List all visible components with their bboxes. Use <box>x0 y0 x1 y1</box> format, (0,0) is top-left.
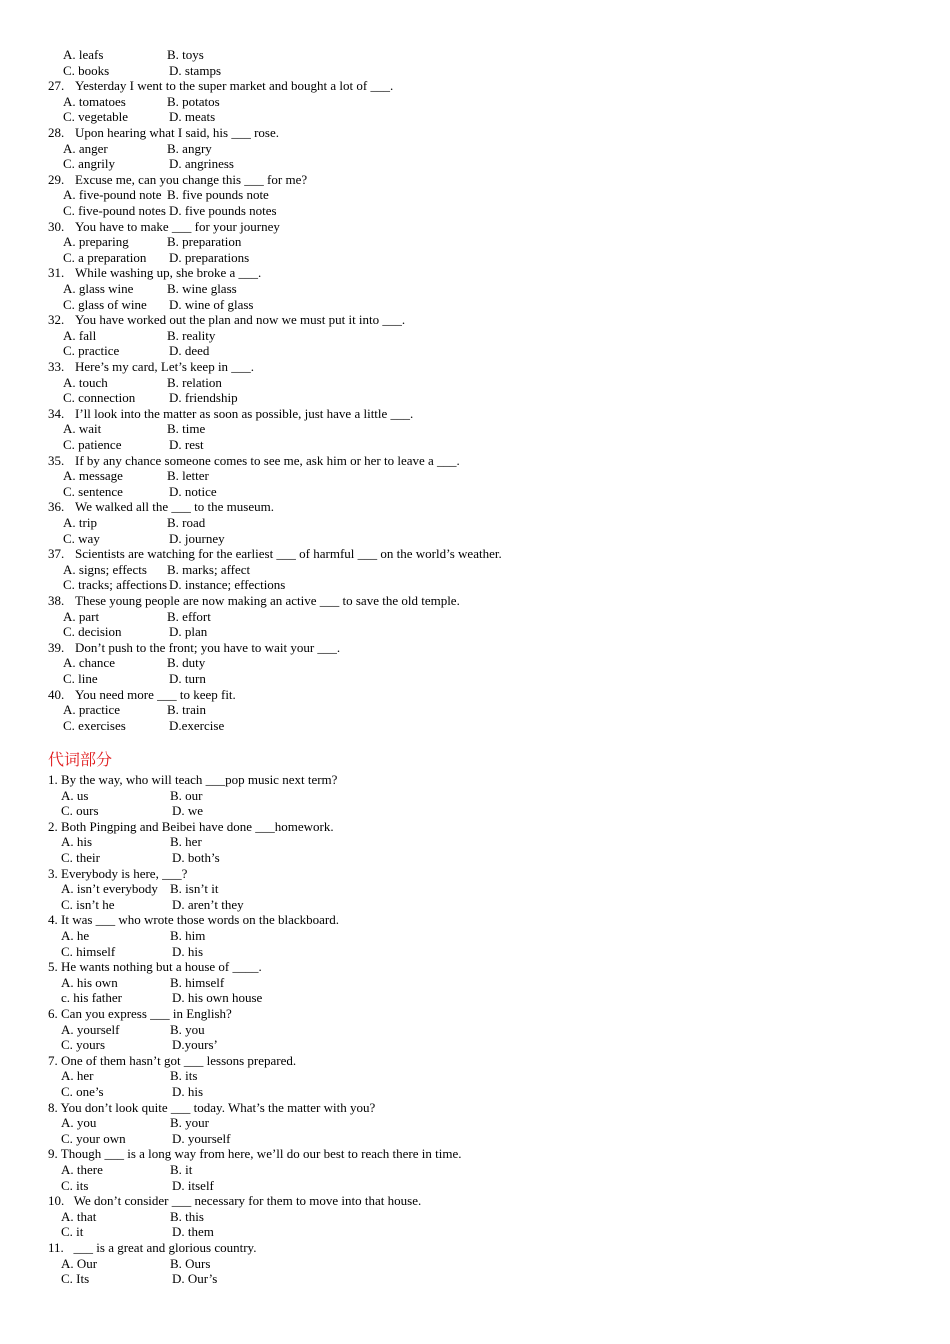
option-c: C. isn’t he <box>61 896 115 912</box>
option-d: D. itself <box>172 1177 214 1193</box>
question-number: 37. <box>48 546 65 562</box>
option-b: B. relation <box>167 374 222 390</box>
question-number: 30. <box>48 218 65 234</box>
option-b: B. duty <box>167 655 206 671</box>
option-d: D. angriness <box>169 156 234 172</box>
question-text: Yesterday I went to the super market and bought a lot of ___. <box>75 78 394 94</box>
option-d: D. them <box>172 1224 214 1240</box>
option-a: A. signs; effects <box>63 561 147 577</box>
question-text: You have to make ___ for your journey <box>75 218 280 234</box>
option-c: C. its <box>61 1177 89 1193</box>
option-c: C. practice <box>63 343 120 359</box>
option-c: C. angrily <box>63 156 115 172</box>
question-text: 11. ___ is a great and glorious country. <box>48 1240 257 1255</box>
question-text: Excuse me, can you change this ___ for me? <box>75 171 308 187</box>
option-c: C. it <box>61 1224 84 1240</box>
question-number: 31. <box>48 265 65 281</box>
option-a: A. anger <box>63 140 108 156</box>
option-b: B. marks; affect <box>167 561 251 577</box>
option-c: C. way <box>63 530 100 546</box>
question-number: 33. <box>48 359 65 374</box>
option-c: C. ours <box>61 803 99 819</box>
option-d: D. his <box>172 943 204 959</box>
section-title-pronouns: 代词部分 <box>48 750 113 769</box>
question-text: 4. It was ___ who wrote those words on the blackboard. <box>48 912 339 928</box>
option-d: D. journey <box>169 530 225 546</box>
option-b: B. angry <box>167 140 212 156</box>
question-text: Upon hearing what I said, his ___ rose. <box>75 125 279 140</box>
question-text: While washing up, she broke a ___. <box>75 265 262 281</box>
option-c: C. connection <box>63 390 136 406</box>
option-a: A. her <box>61 1068 94 1084</box>
option-b: B. this <box>170 1208 204 1224</box>
option-d: D. rest <box>169 437 204 452</box>
option-b: B. isn’t it <box>170 881 219 897</box>
option-c: C. vegetable <box>63 109 128 125</box>
question-number: 29. <box>48 171 65 187</box>
question-number: 39. <box>48 639 65 655</box>
option-d: D.exercise <box>169 717 225 733</box>
option-b: B. preparation <box>167 234 242 250</box>
option-d: D. his <box>172 1084 204 1099</box>
option-a: A. he <box>61 928 90 943</box>
option-b: B. our <box>170 787 203 803</box>
option-c: C. yours <box>61 1037 106 1053</box>
option-a: A. part <box>63 608 100 624</box>
option-a: A. tomatoes <box>63 93 126 109</box>
option-d: D. meats <box>169 109 216 125</box>
question-text: Scientists are watching for the earliest ___ of harmful ___ on the world’s weather. <box>75 546 502 562</box>
option-b: B. effort <box>167 608 211 624</box>
option-c: C. their <box>61 850 100 865</box>
option-b: B. letter <box>167 468 209 484</box>
option-d: D. his own house <box>172 990 263 1006</box>
option-c: c. his father <box>61 990 123 1006</box>
option-a: A. preparing <box>63 234 129 250</box>
question-text: 1. By the way, who will teach ___pop music next term? <box>48 772 338 787</box>
question-number: 28. <box>48 125 65 140</box>
option-b: B. wine glass <box>167 281 237 296</box>
option-c: C. one’s <box>61 1084 104 1099</box>
question-text: We walked all the ___ to the museum. <box>75 499 274 515</box>
option-b: B. time <box>167 421 206 437</box>
option-b: B. road <box>167 515 206 530</box>
option-a: A. glass wine <box>63 281 134 296</box>
question-text: If by any chance someone comes to see me, ask him or her to leave a ___. <box>75 452 460 468</box>
option-c: C. exercises <box>63 717 126 733</box>
question-text: 5. He wants nothing but a house of ____. <box>48 959 262 975</box>
option-b: B. Ours <box>170 1255 211 1271</box>
question-text: 6. Can you express ___ in English? <box>48 1006 232 1021</box>
option-b: B. reality <box>167 327 216 343</box>
question-text: Here’s my card, Let’s keep in ___. <box>75 359 255 374</box>
question-text: 7. One of them hasn’t got ___ lessons prepared. <box>48 1052 297 1068</box>
option-d: D. friendship <box>169 390 238 406</box>
option-b: B. train <box>167 702 206 718</box>
option-c: C. himself <box>61 943 116 959</box>
option-d: D. five pounds notes <box>169 203 277 218</box>
option-d: D. we <box>172 803 204 819</box>
option-a: A. his own <box>61 974 118 990</box>
option-a: A. trip <box>63 515 97 530</box>
question-text: I’ll look into the matter as soon as possible, just have a little ___. <box>75 405 414 421</box>
option-a: A. chance <box>63 655 115 671</box>
option-b: B. him <box>170 928 206 943</box>
option-a: A. there <box>61 1162 103 1177</box>
question-number: 35. <box>48 452 65 468</box>
option-b: B. five pounds note <box>167 187 269 203</box>
question-text: 10. We don’t consider ___ necessary for them to move into that house. <box>48 1193 422 1209</box>
option-c: C. books <box>63 62 110 78</box>
question-text: These young people are now making an active ___ to save the old temple. <box>75 593 460 608</box>
option-c: C. patience <box>63 437 122 452</box>
option-a: A. fall <box>63 327 97 343</box>
question-text: You have worked out the plan and now we must put it into ___. <box>75 312 406 328</box>
question-number: 32. <box>48 312 65 328</box>
option-a: A. message <box>63 468 123 484</box>
option-a: A. you <box>61 1115 97 1131</box>
option-d: D. Our’s <box>172 1271 218 1287</box>
question-number: 38. <box>48 593 65 608</box>
option-c: C. decision <box>63 624 122 640</box>
option-b: B. it <box>170 1162 193 1177</box>
option-a: A. leafs <box>63 47 104 62</box>
option-a: A. that <box>61 1208 97 1224</box>
option-c: C. Its <box>61 1271 90 1287</box>
option-b: B. your <box>170 1115 209 1131</box>
option-a: A. touch <box>63 374 108 390</box>
option-a: A. isn’t everybody <box>61 881 158 897</box>
option-d: D. notice <box>169 483 217 499</box>
option-d: D. instance; effections <box>169 577 286 593</box>
option-a: A. five-pound note <box>63 187 162 203</box>
option-c: C. a preparation <box>63 249 147 265</box>
option-a: A. Our <box>61 1255 98 1271</box>
option-b: B. himself <box>170 974 225 990</box>
option-a: A. his <box>61 834 93 850</box>
option-d: D. stamps <box>169 62 221 78</box>
option-c: C. line <box>63 671 98 686</box>
option-d: D. deed <box>169 343 210 359</box>
option-d: D. yourself <box>172 1130 231 1146</box>
question-text: 8. You don’t look quite ___ today. What’s the matter with you? <box>48 1099 376 1115</box>
option-a: A. wait <box>63 421 102 437</box>
option-b: B. toys <box>167 47 204 62</box>
option-b: B. you <box>170 1021 205 1037</box>
option-a: A. us <box>61 787 89 803</box>
question-text: 9. Though ___ is a long way from here, we’ll do our best to reach there in time. <box>48 1146 462 1162</box>
question-number: 27. <box>48 78 65 94</box>
question-text: 3. Everybody is here, ___? <box>48 865 188 881</box>
option-b: B. its <box>170 1068 198 1084</box>
option-d: D. wine of glass <box>169 296 254 312</box>
option-d: D.yours’ <box>172 1037 218 1053</box>
option-b: B. her <box>170 834 202 850</box>
option-b: B. potatos <box>167 93 220 109</box>
option-c: C. five-pound notes <box>63 203 166 218</box>
option-d: D. turn <box>169 671 206 686</box>
option-c: C. your own <box>61 1130 126 1146</box>
option-a: A. practice <box>63 702 121 718</box>
option-c: C. tracks; affections <box>63 577 168 593</box>
option-d: D. preparations <box>169 249 250 265</box>
question-text: Don’t push to the front; you have to wait your ___. <box>75 639 341 655</box>
question-number: 40. <box>48 686 65 702</box>
option-c: C. sentence <box>63 483 123 499</box>
option-d: D. plan <box>169 624 208 640</box>
option-d: D. both’s <box>172 850 220 865</box>
option-a: A. yourself <box>61 1021 120 1037</box>
question-text: 2. Both Pingping and Beibei have done ___homework. <box>48 818 334 834</box>
question-text: You need more ___ to keep fit. <box>75 686 236 702</box>
option-d: D. aren’t they <box>172 896 244 912</box>
question-number: 36. <box>48 499 65 515</box>
question-number: 34. <box>48 405 65 421</box>
option-c: C. glass of wine <box>63 296 147 312</box>
